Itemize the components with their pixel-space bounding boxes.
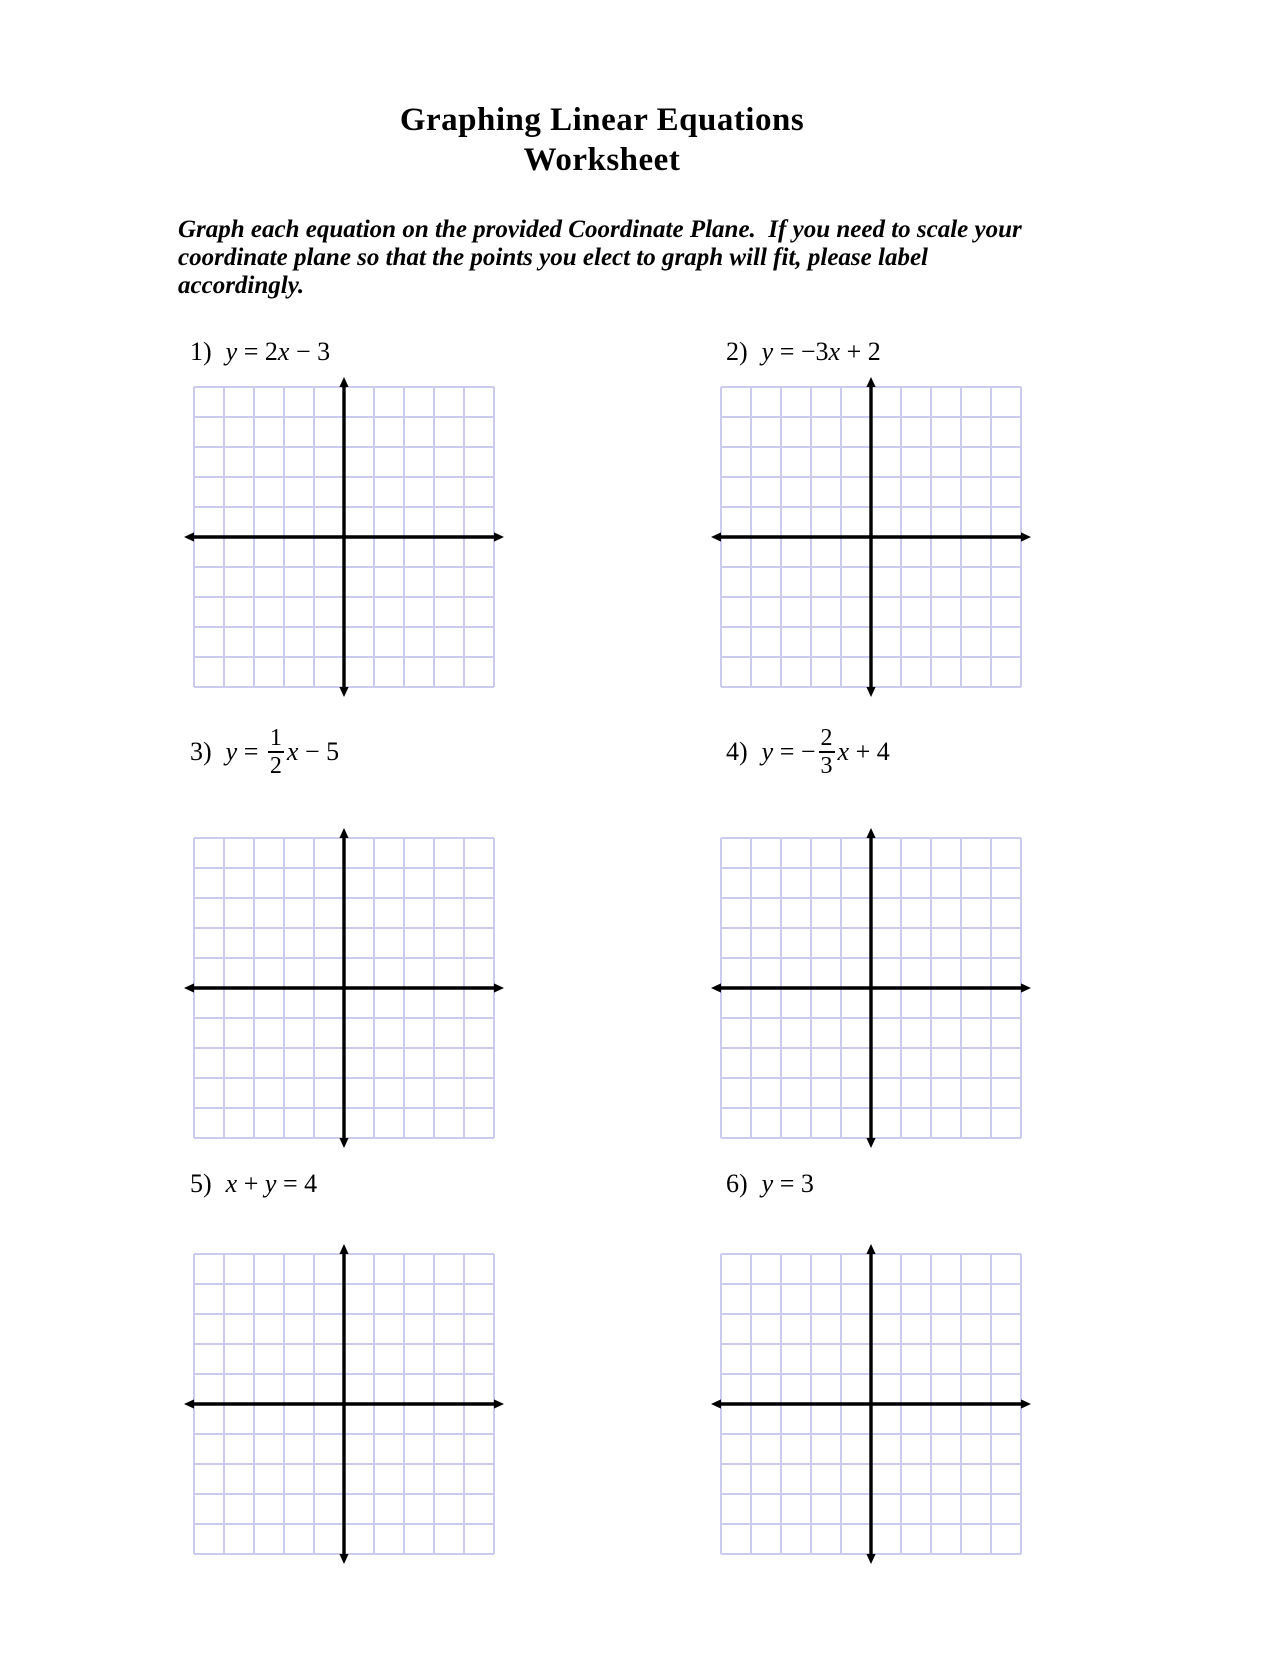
problem-2-equation xyxy=(762,337,881,367)
problem-3-number: 3) xyxy=(190,737,212,766)
equation-variable: x xyxy=(225,1169,238,1198)
equation-variable: y xyxy=(225,737,238,766)
coordinate-grid xyxy=(711,377,1031,697)
problem-3-grid xyxy=(184,828,504,1148)
equation-variable: y xyxy=(225,337,238,366)
problem-2-grid xyxy=(711,377,1031,697)
problem-1 xyxy=(184,336,524,772)
problem-4-grid xyxy=(711,828,1031,1148)
title-line-2: Worksheet xyxy=(523,142,681,178)
equation-5 xyxy=(190,1168,524,1200)
problem-6-grid xyxy=(711,1244,1031,1564)
problem-5-grid xyxy=(184,1244,504,1564)
equation-text: − 3 xyxy=(289,337,331,366)
worksheet-title xyxy=(178,100,1026,180)
instructions-line-2: coordinate plane so that the points you elect to graph will fit, please label xyxy=(178,244,928,271)
equation-text: + 4 xyxy=(849,737,890,766)
problem-6-number: 6) xyxy=(726,1169,748,1198)
problem-5 xyxy=(184,1168,524,1604)
coordinate-grid xyxy=(184,828,504,1148)
problem-3 xyxy=(184,714,524,1150)
equation-variable: x xyxy=(277,337,290,366)
equation-variable: x xyxy=(828,337,841,366)
problem-4-equation xyxy=(762,725,890,779)
instructions-line-1: Graph each equation on the provided Coordinate Plane. If you need to scale your xyxy=(178,216,1022,243)
problem-4 xyxy=(711,714,1051,1150)
fraction xyxy=(268,725,284,779)
problem-1-equation xyxy=(226,337,330,367)
title-line-1: Graphing Linear Equations xyxy=(399,102,805,138)
equation-3 xyxy=(190,714,524,790)
equation-1 xyxy=(190,336,524,368)
coordinate-grid xyxy=(711,828,1031,1148)
equation-variable: y xyxy=(264,1169,277,1198)
header-content xyxy=(178,0,1026,300)
equation-text: = − xyxy=(773,737,816,766)
problem-5-number: 5) xyxy=(190,1169,212,1198)
instructions xyxy=(178,216,1026,300)
equation-text: = −3 xyxy=(773,337,829,366)
equation-text: = 4 xyxy=(276,1169,318,1198)
problem-4-number: 4) xyxy=(726,737,748,766)
equation-4 xyxy=(726,714,1051,790)
problem-6 xyxy=(711,1168,1051,1604)
problem-2-number: 2) xyxy=(726,337,748,366)
equation-variable: y xyxy=(761,337,774,366)
equation-text: + xyxy=(237,1169,265,1198)
coordinate-grid xyxy=(711,1244,1031,1564)
problem-1-grid xyxy=(184,377,504,697)
equation-variable: y xyxy=(761,737,774,766)
equation-text: = 3 xyxy=(773,1169,814,1198)
equation-text: + 2 xyxy=(840,337,881,366)
problem-6-equation xyxy=(762,1169,814,1199)
fraction xyxy=(819,725,835,779)
fraction-numerator: 2 xyxy=(820,725,833,751)
equation-text: − 5 xyxy=(298,737,340,766)
equation-variable: y xyxy=(761,1169,774,1198)
problem-3-equation xyxy=(226,725,339,779)
equation-variable: x xyxy=(837,737,850,766)
problem-5-equation xyxy=(226,1169,317,1199)
fraction-denominator: 3 xyxy=(820,753,833,779)
coordinate-grid xyxy=(184,1244,504,1564)
problem-2 xyxy=(711,336,1051,772)
instructions-line-3: accordingly. xyxy=(178,272,305,299)
fraction-denominator: 2 xyxy=(269,753,282,779)
equation-2 xyxy=(726,336,1051,368)
equation-variable: x xyxy=(286,737,299,766)
equation-text: = xyxy=(237,737,265,766)
problem-1-number: 1) xyxy=(190,337,212,366)
coordinate-grid xyxy=(184,377,504,697)
fraction-numerator: 1 xyxy=(269,725,282,751)
equation-6 xyxy=(726,1168,1051,1200)
equation-text: = 2 xyxy=(237,337,278,366)
